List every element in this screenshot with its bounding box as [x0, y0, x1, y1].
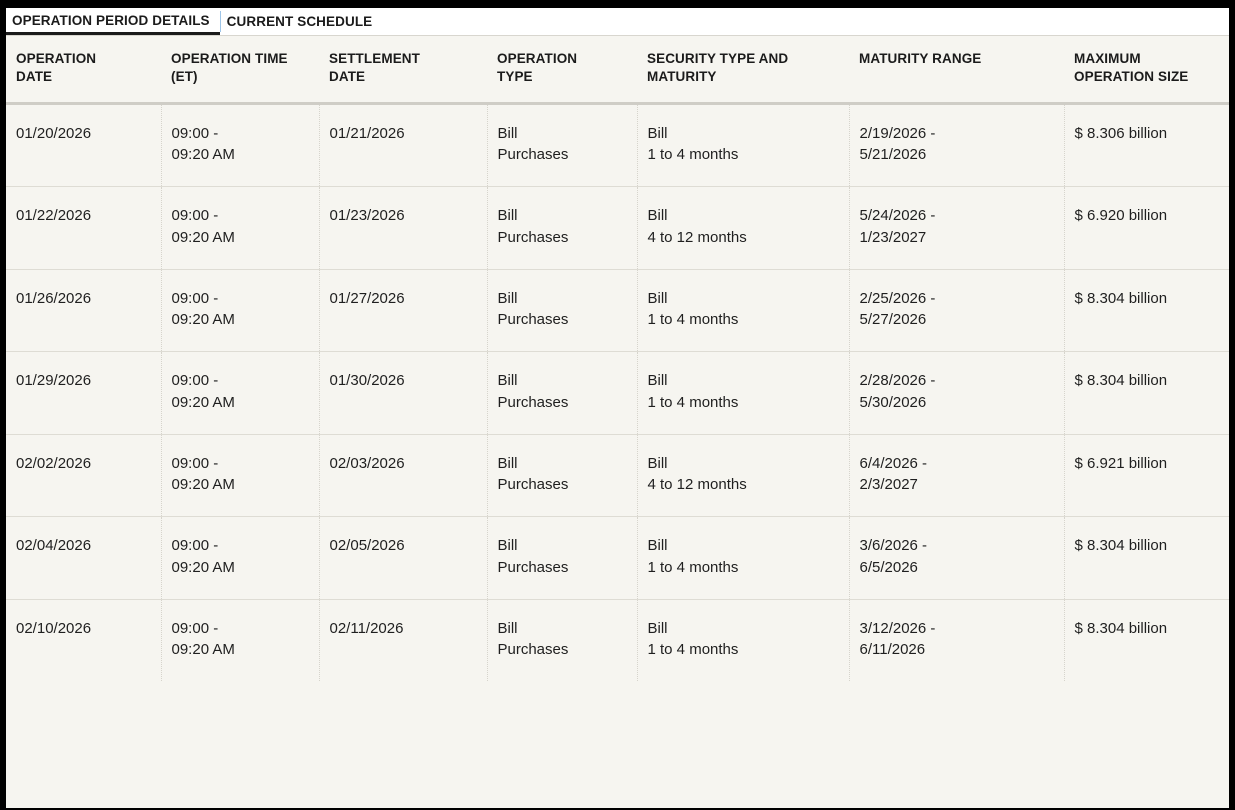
cell-settlement-date: 01/30/2026	[319, 352, 487, 435]
table-row	[6, 103, 1229, 187]
cell-maturity-range: 6/4/2026 - 2/3/2027	[849, 434, 1064, 517]
cell-operation-date: 01/20/2026	[6, 103, 161, 187]
cell-operation-date: 02/10/2026	[6, 599, 161, 681]
table-row	[6, 269, 1229, 352]
page-scrollbar[interactable]	[1229, 8, 1235, 808]
cell-max-size: $ 8.304 billion	[1064, 599, 1229, 681]
table-row	[6, 352, 1229, 435]
cell-operation-type: Bill Purchases	[487, 352, 637, 435]
column-header-security-type-and-maturity: SECURITY TYPE AND MATURITY	[637, 36, 849, 103]
column-header-operation-date: OPERATION DATE	[6, 36, 161, 103]
column-header-operation-type: OPERATION TYPE	[487, 36, 637, 103]
cell-security-type: Bill 1 to 4 months	[637, 103, 849, 187]
cell-settlement-date: 02/05/2026	[319, 517, 487, 600]
cell-maturity-range: 5/24/2026 - 1/23/2027	[849, 187, 1064, 270]
cell-settlement-date: 02/11/2026	[319, 599, 487, 681]
table-row	[6, 434, 1229, 517]
cell-maturity-range: 2/25/2026 - 5/27/2026	[849, 269, 1064, 352]
cell-operation-type: Bill Purchases	[487, 103, 637, 187]
cell-operation-date: 01/29/2026	[6, 352, 161, 435]
schedule-panel	[6, 8, 1229, 808]
cell-maturity-range: 3/12/2026 - 6/11/2026	[849, 599, 1064, 681]
cell-max-size: $ 8.304 billion	[1064, 269, 1229, 352]
column-header-operation-time: OPERATION TIME (ET)	[161, 36, 319, 103]
tab-current-schedule[interactable]	[221, 8, 383, 35]
table-row	[6, 517, 1229, 600]
cell-operation-time: 09:00 - 09:20 AM	[161, 187, 319, 270]
cell-security-type: Bill 4 to 12 months	[637, 187, 849, 270]
cell-operation-time: 09:00 - 09:20 AM	[161, 599, 319, 681]
cell-settlement-date: 02/03/2026	[319, 434, 487, 517]
cell-max-size: $ 8.304 billion	[1064, 352, 1229, 435]
cell-security-type: Bill 1 to 4 months	[637, 599, 849, 681]
cell-maturity-range: 2/19/2026 - 5/21/2026	[849, 103, 1064, 187]
cell-operation-date: 01/26/2026	[6, 269, 161, 352]
cell-operation-type: Bill Purchases	[487, 187, 637, 270]
cell-maturity-range: 3/6/2026 - 6/5/2026	[849, 517, 1064, 600]
cell-operation-type: Bill Purchases	[487, 517, 637, 600]
cell-operation-time: 09:00 - 09:20 AM	[161, 517, 319, 600]
cell-max-size: $ 6.921 billion	[1064, 434, 1229, 517]
tab-label: CURRENT SCHEDULE	[226, 14, 373, 29]
cell-operation-time: 09:00 - 09:20 AM	[161, 269, 319, 352]
cell-max-size: $ 8.304 billion	[1064, 517, 1229, 600]
tab-label: OPERATION PERIOD DETAILS	[12, 12, 210, 28]
tab-operation-period-details[interactable]	[6, 8, 220, 35]
schedule-table	[6, 36, 1229, 681]
table-row	[6, 599, 1229, 681]
column-header-settlement-date: SETTLEMENT DATE	[319, 36, 487, 103]
cell-operation-date: 02/02/2026	[6, 434, 161, 517]
table-body	[6, 103, 1229, 681]
cell-security-type: Bill 1 to 4 months	[637, 269, 849, 352]
cell-security-type: Bill 1 to 4 months	[637, 517, 849, 600]
table-row	[6, 187, 1229, 270]
cell-operation-time: 09:00 - 09:20 AM	[161, 103, 319, 187]
cell-settlement-date: 01/21/2026	[319, 103, 487, 187]
cell-max-size: $ 8.306 billion	[1064, 103, 1229, 187]
table-header	[6, 36, 1229, 103]
column-header-maturity-range: MATURITY RANGE	[849, 36, 1064, 103]
cell-operation-time: 09:00 - 09:20 AM	[161, 352, 319, 435]
cell-operation-type: Bill Purchases	[487, 599, 637, 681]
cell-settlement-date: 01/23/2026	[319, 187, 487, 270]
cell-security-type: Bill 4 to 12 months	[637, 434, 849, 517]
cell-operation-date: 01/22/2026	[6, 187, 161, 270]
cell-settlement-date: 01/27/2026	[319, 269, 487, 352]
cell-maturity-range: 2/28/2026 - 5/30/2026	[849, 352, 1064, 435]
cell-operation-date: 02/04/2026	[6, 517, 161, 600]
tab-bar	[6, 8, 1229, 36]
cell-max-size: $ 6.920 billion	[1064, 187, 1229, 270]
cell-operation-type: Bill Purchases	[487, 269, 637, 352]
column-header-maximum-operation-size: MAXIMUM OPERATION SIZE	[1064, 36, 1229, 103]
table-header-row	[6, 36, 1229, 103]
schedule-table-wrap	[6, 36, 1229, 681]
cell-operation-type: Bill Purchases	[487, 434, 637, 517]
cell-security-type: Bill 1 to 4 months	[637, 352, 849, 435]
cell-operation-time: 09:00 - 09:20 AM	[161, 434, 319, 517]
